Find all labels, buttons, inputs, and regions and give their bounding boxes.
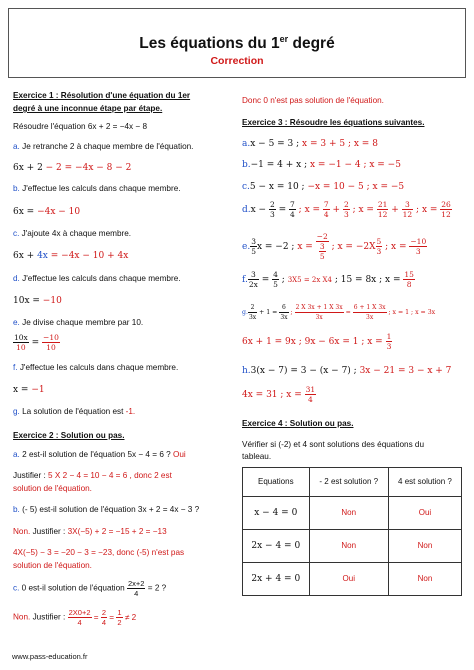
table-row	[243, 497, 462, 530]
ex3-h: h.3(x − 7) = 3 − (x − 7) ; 3x − 21 = 3 − x + 7	[242, 366, 452, 376]
ex3-f: f. $\frac{3}{2x}$ = $\frac{4}{5}$ ; 3X5 = 2x X4 ; 15 = 8x ; x = $\frac{15}{8}$	[242, 270, 414, 289]
ex3-g-solution: 6x + 1 = 9x ; 9x − 6x = 1 ; x = $\frac{1}{3}$	[242, 332, 392, 351]
ex1-eq1: 6x + 2 − 2 = −4x − 8 − 2	[13, 163, 132, 173]
ex1-eq3: 6x + 4x = −4x − 10 + 4x	[13, 251, 129, 261]
ex1-step-b: b. J'effectue les calculs dans chaque membre.	[13, 184, 181, 193]
column-header: - 2 est solution ?	[309, 468, 388, 497]
ex1-step-d: d. J'effectue les calculs dans chaque membre.	[13, 274, 181, 283]
table-cell-equation: 2x − 4 = 0	[243, 530, 310, 563]
ex1-eq5: $\frac{10x}{10}$ = $\frac{-10}{10}$	[14, 333, 59, 352]
ex2-question-b: b. (- 5) est-il solution de l'équation 3x + 2 = 4x − 3 ?	[13, 505, 200, 514]
ex4-intro: Vérifier si (-2) et 4 sont solutions des équations du	[242, 440, 425, 449]
ex1-heading: Exercice 1 : Résolution d'une équation du 1er	[13, 91, 191, 100]
ex1-intro: Résoudre l'équation 6x + 2 = −4x − 8	[13, 122, 148, 131]
ex1-eq6: x = −1	[13, 385, 45, 395]
ex3-heading: Exercice 3 : Résoudre les équations suivantes.	[242, 118, 425, 127]
ex2-justify-b-line3: solution de l'équation.	[13, 561, 92, 570]
table-cell-answer: Non	[309, 530, 388, 563]
ex2-justify-b: Non. Justifier : 3X(−5) + 2 = −15 + 2 = −13	[13, 527, 167, 536]
ex3-c: c.5 − x = 10 ; −x = 10 − 5 ; x = −5	[242, 182, 405, 192]
table-cell-answer: Non	[388, 530, 461, 563]
ex1-heading-line2: degré à une inconnue étape par étape.	[13, 104, 163, 113]
ex3-g: g. $\frac{2}{3x}$ + 1 = $\frac{6}{3x}$ ; $\frac{2 X 3x + 1 X 3x}{3x}$ = $\frac{6 + 1 X 3x}{3x}$ ; x = 1 ; x = 3x	[242, 304, 436, 321]
column-header: Equations	[243, 468, 310, 497]
ex3-a: a.x − 5 = 3 ; x = 3 + 5 ; x = 8	[242, 139, 378, 149]
ex3-h-solution: 4x = 31 ; x = $\frac{31}{4}$	[242, 385, 316, 404]
solutions-table	[242, 467, 462, 596]
ex3-e: e. $\frac{3}{5}$ x = −2 ; x = $\frac{-2}{\frac{3}{5}}$ ; x = −2X $\frac{5}{3}$ ; x = $\frac{-10}{3}$	[242, 232, 427, 261]
ex4-intro-line2: tableau.	[242, 452, 272, 461]
ex2-heading: Exercice 2 : Solution ou pas.	[13, 431, 125, 440]
table-header-row	[243, 468, 462, 497]
table-cell-equation: x − 4 = 0	[243, 497, 310, 530]
ex3-d: d.x − $\frac{2}{3}$ = $\frac{7}{4}$ ; x = $\frac{7}{4}$ + $\frac{2}{3}$ ; x = $\frac{21}{12}$ + $\frac{3}{12}$ ; x = $\frac{26}{12}$	[242, 200, 451, 219]
ex1-step-a: a. Je retranche 2 à chaque membre de l'équation.	[13, 142, 194, 151]
ex1-step-f: f. J'effectue les calculs dans chaque membre.	[13, 363, 179, 372]
table-cell-answer: Oui	[309, 563, 388, 596]
ex2-question-a: a. 2 est-il solution de l'équation 5x − 4 = 6 ? Oui	[13, 450, 186, 459]
ex1-step-g: g. La solution de l'équation est -1.	[13, 407, 136, 416]
ex1-eq4: 10x = −10	[13, 296, 62, 306]
table-cell-answer: Non	[388, 563, 461, 596]
page-subtitle: Correction	[210, 55, 264, 68]
ex4-heading: Exercice 4 : Solution ou pas.	[242, 419, 354, 428]
ex3-top-note: Donc 0 n'est pas solution de l'équation.	[242, 96, 384, 105]
ex1-step-c: c. J'ajoute 4x à chaque membre.	[13, 229, 132, 238]
ex2-justify-b-line2: 4X(−5) − 3 = −20 − 3 = −23, donc (-5) n'est pas	[13, 548, 185, 557]
ex1-eq2: 6x = −4x − 10	[13, 207, 81, 217]
title-box	[8, 8, 466, 78]
column-header: 4 est solution ?	[388, 468, 461, 497]
table-row	[243, 530, 462, 563]
table-cell-equation: 2x + 4 = 0	[243, 563, 310, 596]
page-title: Les équations du 1er degré	[139, 34, 335, 53]
table-cell-answer: Non	[309, 497, 388, 530]
table-row	[243, 563, 462, 596]
ex3-b: b.−1 = 4 + x ; x = −1 − 4 ; x = −5	[242, 160, 401, 170]
ex2-justify-c: Non. Justifier : $\frac{2X0+2}{4}$ = $\frac{2}{4}$ = $\frac{1}{2}$ ≠ 2	[13, 608, 137, 627]
ex1-step-e: e. Je divise chaque membre par 10.	[13, 318, 144, 327]
ex2-question-c: c. 0 est-il solution de l'équation $\frac{2x+2}{4}$ = 2 ?	[13, 579, 167, 598]
ex2-justify-a: Justifier : 5 X 2 − 4 = 10 − 4 = 6 , donc 2 est	[13, 471, 172, 480]
ex2-justify-a-line2: solution de l'équation.	[13, 484, 92, 493]
footer-url: www.pass-education.fr	[12, 652, 88, 661]
table-cell-answer: Oui	[388, 497, 461, 530]
